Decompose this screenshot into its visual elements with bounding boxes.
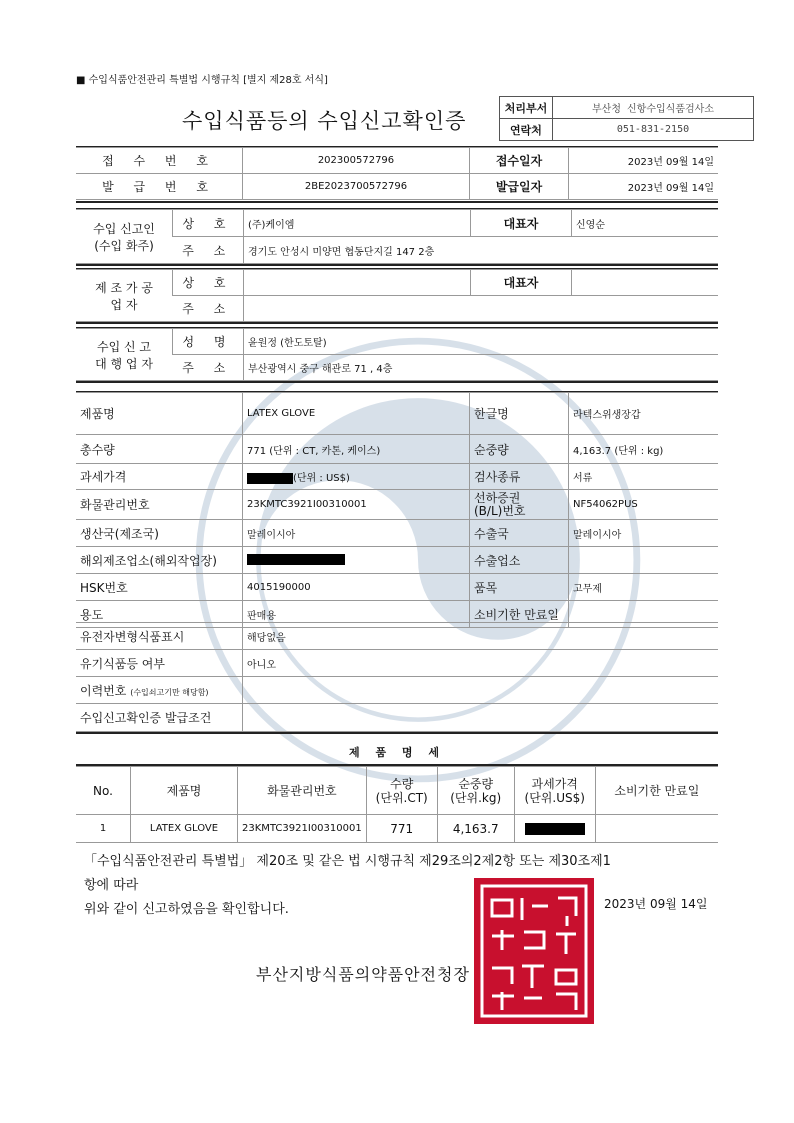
detail-header-name: 제품명 [131, 767, 238, 815]
product-value-3: 23KMTC3921I00310001 [243, 490, 470, 520]
product-label-7: 용도 [76, 601, 243, 628]
product-label-3: 화물관리번호 [76, 490, 243, 520]
detail-row-price-cell [514, 815, 595, 843]
dept-value: 부산청 신항수입식품검사소 [553, 97, 754, 119]
product-label-2: 과세가격 [76, 464, 243, 490]
receipt-date-value: 2023년 09월 14일 [569, 148, 719, 174]
organic-label: 유기식품등 여부 [76, 650, 243, 677]
product-label2-0: 한글명 [470, 393, 569, 435]
manufacturer-addr-label: 주 소 [173, 296, 244, 322]
receipt-date-label: 접수일자 [470, 148, 569, 174]
statement-date: 2023년 09월 14일 [604, 897, 708, 911]
detail-row-expiry [595, 815, 718, 843]
manufacturer-addr-value [244, 296, 719, 322]
issue-no-value: 2BE2023700572796 [243, 174, 470, 200]
product-label2-7: 소비기한 만료일 [470, 601, 569, 628]
product-value-6: 4015190000 [243, 574, 470, 601]
product-label2-4: 수출국 [470, 520, 569, 547]
condition-label: 수입신고확인증 발급조건 [76, 704, 243, 732]
product-label2-1: 순중량 [470, 435, 569, 464]
trace-sublabel: (수입쇠고기만 해당함) [130, 687, 209, 697]
importer-section-label: 수입 신고인 (수입 화주) [76, 210, 173, 264]
product-label-0: 제품명 [76, 393, 243, 435]
issuer-name: 부산지방식품의약품안전청장 [256, 965, 470, 984]
manufacturer-rep-value [572, 270, 719, 296]
importer-addr-value: 경기도 안성시 미양면 협동단지길 147 2층 [244, 237, 719, 264]
product-value2-4: 말레이시아 [569, 520, 719, 547]
importer-name-label: 상 호 [173, 210, 244, 237]
product-label-1: 총수량 [76, 435, 243, 464]
statement-line1: 「수입식품안전관리 특별법」 제20조 및 같은 법 시행규칙 제29조의2제2항 또는 제30조제1 [84, 854, 611, 869]
detail-header-expiry: 소비기한 만료일 [595, 767, 718, 815]
agent-addr-value: 부산광역시 중구 해관로 71 , 4층 [244, 355, 719, 381]
product-value2-5 [569, 547, 719, 574]
detail-row-weight: 4,163.7 [437, 815, 514, 843]
detail-header-cargo: 화물관리번호 [238, 767, 367, 815]
form-reference: ■ 수입식품안전관리 특별법 시행규칙 [별지 제28호 서식] [76, 75, 328, 86]
phone-label: 연락처 [500, 119, 553, 141]
detail-row-cargo: 23KMTC3921I00310001 [238, 815, 367, 843]
gmo-value: 해당없음 [243, 623, 719, 650]
product-label2-2: 검사종류 [470, 464, 569, 490]
agent-name-value: 윤원정 (한도토탈) [244, 329, 719, 355]
product-value-7: 판매용 [243, 601, 470, 628]
redaction-bar [247, 554, 345, 565]
importer-rep-value: 신영순 [572, 210, 719, 237]
detail-row-no: 1 [76, 815, 131, 843]
product-value2-2: 서류 [569, 464, 719, 490]
product-label-5: 해외제조업소(해외작업장) [76, 547, 243, 574]
agent-table [76, 328, 718, 381]
manufacturer-section-label: 제 조 가 공 업 자 [76, 270, 173, 322]
product-value2-1: 4,163.7 (단위 : kg) [569, 435, 719, 464]
contact-box [499, 96, 754, 141]
redaction-bar [247, 473, 293, 484]
receipt-no-value: 202300572796 [243, 148, 470, 174]
detail-row-qty: 771 [366, 815, 437, 843]
detail-table [76, 766, 718, 843]
product-value2-0: 라텍스위생장갑 [569, 393, 719, 435]
product-label2-6: 품목 [470, 574, 569, 601]
product-value-5-cell [243, 547, 470, 574]
redaction-bar [525, 823, 585, 835]
product-label2-5: 수출업소 [470, 547, 569, 574]
product-value-0: LATEX GLOVE [243, 393, 470, 435]
dept-label: 처리부서 [500, 97, 553, 119]
phone-value: 051-831-2150 [553, 119, 754, 141]
product-label-4: 생산국(제조국) [76, 520, 243, 547]
product-value-4: 말레이시아 [243, 520, 470, 547]
official-seal [472, 876, 596, 1026]
condition-value [243, 704, 719, 732]
importer-rep-label: 대표자 [471, 210, 572, 237]
issue-no-label: 발 급 번 호 [76, 174, 243, 200]
manufacturer-table [76, 269, 718, 322]
manufacturer-name-value [244, 270, 471, 296]
product-table [76, 392, 718, 628]
issue-date-value: 2023년 09월 14일 [569, 174, 719, 200]
receipt-issue-table [76, 147, 718, 200]
product-value2-6: 고무제 [569, 574, 719, 601]
product-value2-3: NF54062PUS [569, 490, 719, 520]
manufacturer-name-label: 상 호 [173, 270, 244, 296]
issue-date-label: 발급일자 [470, 174, 569, 200]
detail-header-qty: 수량 (단위.CT) [366, 767, 437, 815]
manufacturer-rep-label: 대표자 [471, 270, 572, 296]
document-title: 수입식품등의 수입신고확인증 [182, 109, 467, 133]
agent-name-label: 성 명 [173, 329, 244, 355]
trace-value [243, 677, 719, 704]
product-label2-3: 선하증권 (B/L)번호 [470, 490, 569, 520]
statement-line3: 위와 같이 신고하였음을 확인합니다. [84, 902, 289, 917]
organic-value: 아니오 [243, 650, 719, 677]
product-label-6: HSK번호 [76, 574, 243, 601]
detail-row-name: LATEX GLOVE [131, 815, 238, 843]
importer-name-value: (주)케이엠 [244, 210, 471, 237]
product-value-2-cell [243, 464, 470, 490]
statement-line2: 항에 따라 [84, 878, 139, 893]
receipt-no-label: 접 수 번 호 [76, 148, 243, 174]
product-value-1: 771 (단위 : CT, 카톤, 케이스) [243, 435, 470, 464]
extra-info-table [76, 622, 718, 732]
importer-table [76, 209, 718, 264]
detail-header-no: No. [76, 767, 131, 815]
trace-label-cell [76, 677, 243, 704]
detail-title: 제 품 명 세 [349, 746, 445, 759]
product-value-2: (단위 : US$) [293, 473, 350, 484]
agent-addr-label: 주 소 [173, 355, 244, 381]
importer-addr-label: 주 소 [173, 237, 244, 264]
trace-label: 이력번호 [80, 683, 127, 698]
detail-header-price: 과세가격 (단위.US$) [514, 767, 595, 815]
agent-section-label: 수입 신 고 대 행 업 자 [76, 329, 173, 381]
gmo-label: 유전자변형식품표시 [76, 623, 243, 650]
detail-header-weight: 순중량 (단위.kg) [437, 767, 514, 815]
